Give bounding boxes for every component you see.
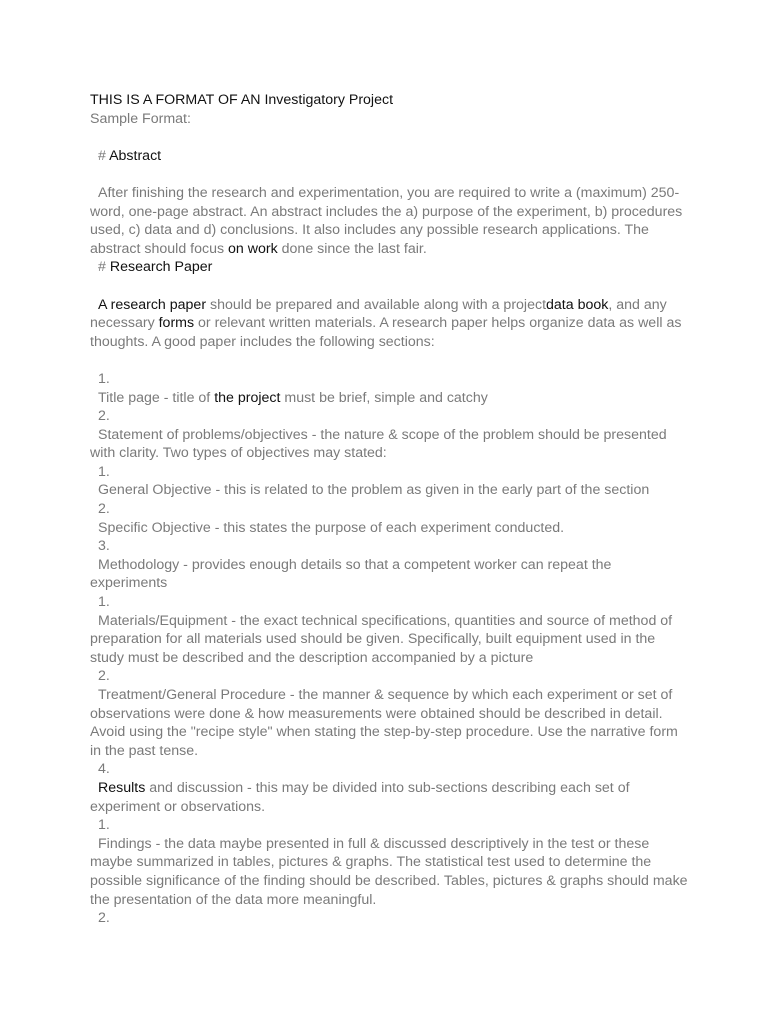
spacer — [90, 351, 690, 370]
list-item-methodology: Methodology - provides enough details so that a competent worker can repeat the experiments — [90, 556, 612, 592]
a-research-paper-link[interactable]: A research paper — [98, 296, 207, 313]
results-link[interactable]: Results — [98, 779, 146, 796]
abstract-body-text: After finishing the research and experimentation, you are required to write a (maximum) 250-word, one-page abstract. An abstract includes the a) purpose of the experiment, b) procedures used, c) data and d) conclusions. It also includes any possible research applications. The abstract should focus — [90, 184, 683, 257]
abstract-heading — [90, 147, 690, 166]
spacer — [90, 277, 690, 296]
data-book-link[interactable]: data book — [546, 296, 609, 313]
list-item-treatment: Treatment/General Procedure - the manner & sequence by which each experiment or set of observations were done & how measurements were obtained should be described in detail. Avoid using the "recipe style" when stating the step-by-step procedure. Use the narrative form in the past tense. — [90, 687, 678, 759]
spacer — [90, 165, 690, 184]
list-number: 1. — [98, 370, 110, 387]
abstract-heading-text: Abstract — [109, 147, 162, 164]
list-number: 3. — [98, 538, 110, 555]
the-project-link[interactable]: the project — [214, 389, 281, 406]
list-number: 4. — [98, 761, 110, 778]
heading-marker: # — [98, 147, 110, 164]
results-text: and discussion - this may be divided into sub-sections describing each set of experiment or observations. — [90, 779, 630, 815]
list-item-statement: Statement of problems/objectives - the nature & scope of the problem should be presented with clarity. Two types of objectives may stated: — [90, 426, 667, 462]
document-title: THIS IS A FORMAT OF AN Investigatory Project — [90, 92, 394, 108]
list-item-general-objective: General Objective - this is related to the problem as given in the early part of the section — [98, 482, 650, 499]
heading-marker: # — [98, 259, 110, 276]
research-paper-text-2: , and any necessary — [90, 296, 667, 332]
document-page — [90, 91, 690, 928]
list-number: 1. — [98, 463, 110, 480]
list-number: 2. — [98, 501, 110, 518]
research-paper-text-3: or relevant written materials. A research paper helps organize data as well as thoughts. A good paper includes the following sections: — [90, 315, 682, 350]
list-number: 2. — [98, 668, 110, 685]
list-item-title-page — [90, 389, 690, 408]
abstract-body-end: done since the last fair. — [277, 240, 427, 257]
research-paper-body — [90, 296, 690, 352]
abstract-body — [90, 184, 690, 258]
title-page-text-end: must be brief, simple and catchy — [280, 389, 488, 406]
on-work-link[interactable]: on work — [228, 240, 278, 257]
research-paper-heading — [90, 258, 690, 277]
list-number: 2. — [98, 408, 110, 425]
list-item-specific-objective: Specific Objective - this states the purpose of each experiment conducted. — [98, 519, 565, 536]
forms-link[interactable]: forms — [158, 315, 195, 332]
list-item-results — [90, 779, 690, 816]
spacer — [90, 128, 690, 147]
list-item-findings: Findings - the data maybe presented in full & discussed descriptively in the test or these maybe summarized in tables, pictures & graphs. The statistical test used to determine the possible significance of the finding should be described. Tables, pictures & graphs should make the presentation of the data more meaningful. — [90, 835, 688, 908]
document-subtitle: Sample Format: — [90, 110, 191, 127]
list-item-materials: Materials/Equipment - the exact technical specifications, quantities and source of method of preparation for all materials used should be given. Specifically, built equipment used in the study must be described and the description accompanied by a picture — [90, 612, 673, 666]
research-paper-text-1: should be prepared and available along with a project — [206, 296, 547, 313]
list-number: 1. — [98, 594, 110, 611]
title-page-text: Title page - title of — [98, 389, 215, 406]
list-number: 1. — [98, 817, 110, 834]
list-number: 2. — [98, 910, 110, 927]
research-paper-heading-text: Research Paper — [109, 259, 213, 276]
